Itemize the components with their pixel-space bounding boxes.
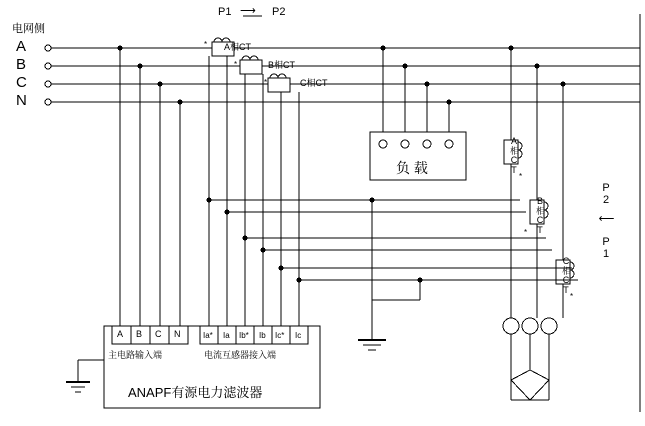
ct-b-core — [240, 60, 262, 74]
star-c-icon: * — [264, 78, 268, 87]
star-a-right-icon: * — [519, 172, 523, 181]
ct-b-right-label: B相CT — [535, 196, 545, 235]
junction-pe-2 — [418, 278, 423, 283]
ct-terminal-block-label: 电流互感器接入端 — [204, 350, 277, 360]
ct-terminal-ia-star[interactable]: Ia* — [203, 331, 213, 340]
junction-feed-b — [138, 64, 143, 69]
main-terminal-block-label: 主电路输入端 — [108, 350, 163, 360]
dot-lead-6 — [297, 278, 302, 283]
ct-terminal-ib[interactable]: Ib — [259, 331, 266, 340]
star-b-right-icon: * — [524, 228, 528, 237]
terminal-n — [45, 99, 51, 105]
junction-right-c — [561, 82, 566, 87]
xfmr-coil-2 — [522, 318, 538, 334]
arrow-right-icon: ⟵ — [600, 212, 612, 225]
main-terminal-c[interactable]: C — [155, 329, 162, 339]
phase-label-a: A — [16, 38, 27, 55]
main-terminal-n[interactable]: N — [174, 329, 181, 339]
ct-terminal-ic-star[interactable]: Ic* — [275, 331, 285, 340]
main-terminal-a[interactable]: A — [117, 329, 124, 339]
xfmr-coil-1 — [503, 318, 519, 334]
p2-label-right: P2 — [600, 182, 612, 206]
ct-c-right-label: C相CT — [561, 256, 571, 295]
phase-label-c: C — [16, 74, 27, 91]
ct-b-winding — [242, 56, 258, 60]
junction-pe — [370, 198, 375, 203]
star-b-icon: * — [234, 60, 238, 69]
ct-terminal-ib-star[interactable]: Ib* — [239, 331, 249, 340]
ct-c-label: C相CT — [300, 78, 328, 88]
junction-feed-c — [158, 82, 163, 87]
phase-label-b: B — [16, 56, 27, 73]
xfmr-coil-3 — [541, 318, 557, 334]
ct-c-core — [268, 78, 290, 92]
p2-label-top: P2 — [272, 6, 286, 18]
grid-side-label: 电网侧 — [12, 23, 45, 35]
junction-load-n — [447, 100, 452, 105]
p1-label-right: P1 — [600, 236, 612, 260]
load-terminal-3 — [423, 140, 431, 148]
ct-terminal-ia[interactable]: Ia — [223, 331, 230, 340]
star-c-right-icon: * — [570, 292, 574, 301]
ct-c-winding — [270, 74, 286, 78]
junction-load-b — [403, 64, 408, 69]
junction-right-b — [535, 64, 540, 69]
star-a-icon: * — [204, 40, 208, 49]
junction-load-a — [381, 46, 386, 51]
dot-lead-4 — [261, 248, 266, 253]
delta-winding — [511, 370, 549, 400]
dot-lead-1 — [207, 198, 212, 203]
load-terminal-1 — [379, 140, 387, 148]
apf-device-name: ANAPF有源电力滤波器 — [128, 385, 263, 400]
load-label: 负 载 — [396, 160, 428, 176]
terminal-b — [45, 63, 51, 69]
ct-a-right-label: A相CT — [509, 136, 519, 175]
load-terminal-2 — [401, 140, 409, 148]
phase-label-n: N — [16, 92, 27, 109]
dot-lead-2 — [225, 210, 230, 215]
main-terminal-b[interactable]: B — [136, 329, 143, 339]
terminal-c — [45, 81, 51, 87]
load-terminal-4 — [445, 140, 453, 148]
junction-right-a — [509, 46, 514, 51]
dot-lead-5 — [279, 266, 284, 271]
dot-lead-3 — [243, 236, 248, 241]
junction-feed-n — [178, 100, 183, 105]
ct-a-label: A相CT — [224, 42, 252, 52]
junction-load-c — [425, 82, 430, 87]
junction-feed-a — [118, 46, 123, 51]
ct-terminal-ic[interactable]: Ic — [295, 331, 302, 340]
ct-b-label: B相CT — [268, 60, 296, 70]
p1-label-top: P1 — [218, 6, 232, 18]
terminal-a — [45, 45, 51, 51]
arrow-top-icon: ⟶ — [240, 5, 256, 17]
